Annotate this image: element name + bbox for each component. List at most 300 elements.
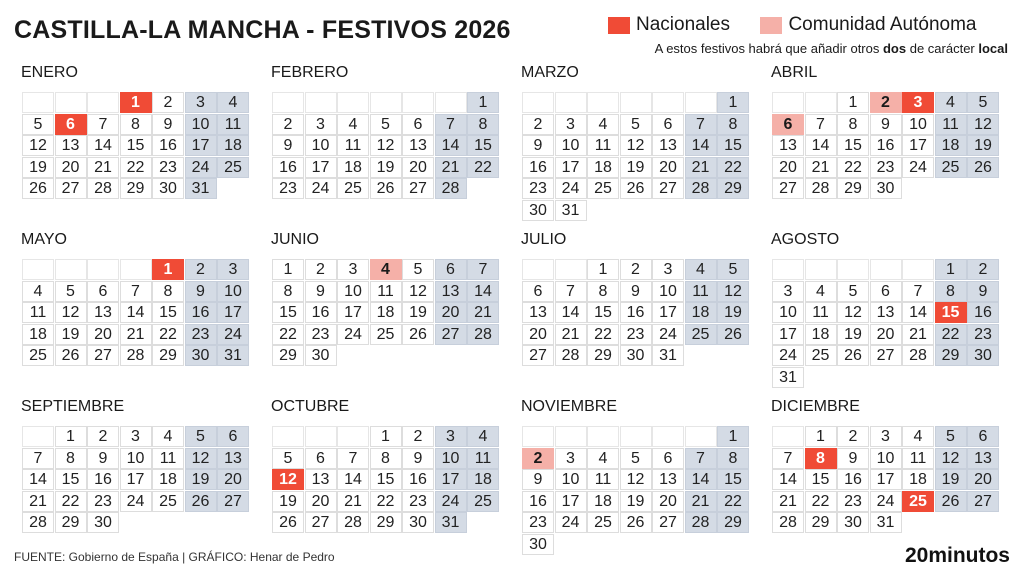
- weekend-day-cell: 17: [435, 469, 467, 490]
- day-cell: 28: [337, 512, 369, 533]
- day-cell: 4: [805, 281, 837, 302]
- day-cell: 27: [870, 345, 902, 366]
- day-cell: 20: [87, 324, 119, 345]
- weekend-day-cell: 22: [717, 491, 749, 512]
- day-cell: 15: [805, 469, 837, 490]
- day-cell: 30: [522, 534, 554, 555]
- legend-national-label: Nacionales: [636, 14, 730, 35]
- weekend-day-cell: 29: [935, 345, 967, 366]
- day-cell: 18: [337, 157, 369, 178]
- day-cell: 26: [370, 178, 402, 199]
- weekend-day-cell: 30: [967, 345, 999, 366]
- day-cell: 28: [772, 512, 804, 533]
- weekend-day-cell: 23: [967, 324, 999, 345]
- day-cell: 23: [272, 178, 304, 199]
- day-cell: 19: [837, 324, 869, 345]
- legend-national-swatch: [608, 17, 630, 34]
- day-cell: 16: [870, 135, 902, 156]
- month-name: OCTUBRE: [271, 398, 350, 415]
- day-cell: 20: [772, 157, 804, 178]
- day-cell: 24: [120, 491, 152, 512]
- blank-cell: [620, 92, 652, 113]
- day-cell: 3: [555, 448, 587, 469]
- day-cell: 10: [337, 281, 369, 302]
- day-cell: 22: [587, 324, 619, 345]
- day-cell: 13: [522, 302, 554, 323]
- day-cell: 28: [902, 345, 934, 366]
- weekend-day-cell: 3: [217, 259, 249, 280]
- day-cell: 30: [837, 512, 869, 533]
- day-cell: 22: [272, 324, 304, 345]
- day-cell: 5: [402, 259, 434, 280]
- day-cell: 31: [555, 200, 587, 221]
- day-cell: 17: [555, 157, 587, 178]
- day-cell: 29: [120, 178, 152, 199]
- day-cell: 23: [152, 157, 184, 178]
- day-cell: 14: [555, 302, 587, 323]
- day-cell: 21: [772, 491, 804, 512]
- weekend-day-cell: 14: [685, 135, 717, 156]
- weekend-day-cell: 28: [467, 324, 499, 345]
- day-cell: 2: [837, 426, 869, 447]
- day-cell: 8: [587, 281, 619, 302]
- national-holiday-cell: 1: [120, 92, 152, 113]
- day-cell: 29: [805, 512, 837, 533]
- page-title: CASTILLA-LA MANCHA - FESTIVOS 2026: [14, 16, 511, 44]
- legend-regional: [760, 14, 976, 36]
- day-cell: 5: [620, 448, 652, 469]
- blank-cell: [522, 92, 554, 113]
- day-cell: 21: [555, 324, 587, 345]
- blank-cell: [772, 92, 804, 113]
- weekend-day-cell: 10: [185, 114, 217, 135]
- blank-cell: [685, 426, 717, 447]
- blank-cell: [337, 426, 369, 447]
- weekend-day-cell: 5: [185, 426, 217, 447]
- weekend-day-cell: 21: [467, 302, 499, 323]
- weekend-day-cell: 11: [685, 281, 717, 302]
- weekend-day-cell: 27: [217, 491, 249, 512]
- day-cell: 10: [870, 448, 902, 469]
- day-cell: 17: [870, 469, 902, 490]
- day-cell: 17: [652, 302, 684, 323]
- day-cell: 16: [402, 469, 434, 490]
- weekend-day-cell: 16: [185, 302, 217, 323]
- weekend-day-cell: 14: [435, 135, 467, 156]
- weekend-day-cell: 4: [935, 92, 967, 113]
- day-cell: 2: [620, 259, 652, 280]
- day-cell: 9: [272, 135, 304, 156]
- day-cell: 20: [522, 324, 554, 345]
- day-cell: 13: [870, 302, 902, 323]
- weekend-day-cell: 13: [217, 448, 249, 469]
- weekend-day-cell: 10: [435, 448, 467, 469]
- day-cell: 10: [555, 135, 587, 156]
- day-cell: 27: [652, 178, 684, 199]
- day-cell: 27: [305, 512, 337, 533]
- day-cell: 11: [152, 448, 184, 469]
- weekend-day-cell: 8: [717, 114, 749, 135]
- day-cell: 10: [652, 281, 684, 302]
- day-cell: 25: [587, 178, 619, 199]
- day-cell: 18: [805, 324, 837, 345]
- day-cell: 17: [772, 324, 804, 345]
- day-cell: 6: [652, 448, 684, 469]
- day-cell: 11: [902, 448, 934, 469]
- weekend-day-cell: 12: [717, 281, 749, 302]
- day-cell: 16: [152, 135, 184, 156]
- day-cell: 8: [370, 448, 402, 469]
- day-cell: 14: [772, 469, 804, 490]
- day-cell: 9: [620, 281, 652, 302]
- day-cell: 5: [55, 281, 87, 302]
- weekend-day-cell: 27: [435, 324, 467, 345]
- day-cell: 29: [370, 512, 402, 533]
- weekend-day-cell: 7: [435, 114, 467, 135]
- weekend-day-cell: 8: [467, 114, 499, 135]
- weekend-day-cell: 12: [935, 448, 967, 469]
- blank-cell: [22, 259, 54, 280]
- month-name: AGOSTO: [771, 231, 840, 248]
- day-cell: 15: [272, 302, 304, 323]
- weekend-day-cell: 4: [217, 92, 249, 113]
- local-holidays-note: [655, 41, 1008, 56]
- day-cell: 22: [55, 491, 87, 512]
- day-cell: 7: [902, 281, 934, 302]
- day-cell: 17: [902, 135, 934, 156]
- weekend-day-cell: 24: [435, 491, 467, 512]
- day-cell: 1: [272, 259, 304, 280]
- day-cell: 11: [805, 302, 837, 323]
- weekend-day-cell: 19: [185, 469, 217, 490]
- day-cell: 21: [337, 491, 369, 512]
- day-cell: 30: [87, 512, 119, 533]
- day-cell: 6: [522, 281, 554, 302]
- blank-cell: [305, 92, 337, 113]
- day-cell: 18: [370, 302, 402, 323]
- blank-cell: [435, 92, 467, 113]
- day-cell: 22: [805, 491, 837, 512]
- day-cell: 13: [402, 135, 434, 156]
- day-cell: 24: [772, 345, 804, 366]
- legend: [608, 14, 1002, 36]
- weekend-day-cell: 26: [967, 157, 999, 178]
- weekend-day-cell: 27: [967, 491, 999, 512]
- day-cell: 1: [837, 92, 869, 113]
- day-cell: 30: [522, 200, 554, 221]
- national-holiday-cell: 25: [902, 491, 934, 512]
- day-cell: 12: [620, 469, 652, 490]
- day-cell: 31: [652, 345, 684, 366]
- day-cell: 18: [902, 469, 934, 490]
- day-cell: 25: [337, 178, 369, 199]
- day-cell: 4: [587, 448, 619, 469]
- weekend-day-cell: 19: [967, 135, 999, 156]
- day-cell: 14: [22, 469, 54, 490]
- day-cell: 13: [652, 135, 684, 156]
- day-cell: 25: [152, 491, 184, 512]
- weekend-day-cell: 31: [185, 178, 217, 199]
- day-cell: 27: [87, 345, 119, 366]
- day-cell: 27: [402, 178, 434, 199]
- month-name: FEBRERO: [271, 64, 349, 81]
- weekend-day-cell: 18: [217, 135, 249, 156]
- weekend-day-cell: 20: [217, 469, 249, 490]
- day-cell: 23: [402, 491, 434, 512]
- weekend-day-cell: 1: [717, 426, 749, 447]
- day-cell: 1: [370, 426, 402, 447]
- day-cell: 22: [370, 491, 402, 512]
- day-cell: 9: [522, 135, 554, 156]
- weekend-day-cell: 26: [185, 491, 217, 512]
- day-cell: 15: [55, 469, 87, 490]
- day-cell: 2: [305, 259, 337, 280]
- day-cell: 16: [522, 491, 554, 512]
- day-cell: 2: [402, 426, 434, 447]
- weekend-day-cell: 6: [967, 426, 999, 447]
- weekend-day-cell: 15: [467, 135, 499, 156]
- legend-national: [608, 14, 730, 36]
- day-cell: 4: [337, 114, 369, 135]
- day-cell: 22: [837, 157, 869, 178]
- day-cell: 26: [402, 324, 434, 345]
- day-cell: 30: [402, 512, 434, 533]
- day-cell: 21: [120, 324, 152, 345]
- blank-cell: [772, 259, 804, 280]
- day-cell: 5: [370, 114, 402, 135]
- day-cell: 12: [370, 135, 402, 156]
- day-cell: 10: [305, 135, 337, 156]
- weekend-day-cell: 26: [717, 324, 749, 345]
- day-cell: 27: [772, 178, 804, 199]
- month-name: MARZO: [521, 64, 579, 81]
- day-cell: 21: [87, 157, 119, 178]
- day-cell: 23: [620, 324, 652, 345]
- day-cell: 17: [120, 469, 152, 490]
- blank-cell: [805, 259, 837, 280]
- day-cell: 5: [22, 114, 54, 135]
- day-cell: 15: [370, 469, 402, 490]
- blank-cell: [652, 92, 684, 113]
- weekend-day-cell: 20: [435, 302, 467, 323]
- day-cell: 24: [337, 324, 369, 345]
- day-cell: 14: [87, 135, 119, 156]
- legend-regional-label: Comunidad Autónoma: [788, 14, 977, 35]
- day-cell: 12: [837, 302, 869, 323]
- day-cell: 6: [870, 281, 902, 302]
- blank-cell: [87, 259, 119, 280]
- blank-cell: [272, 92, 304, 113]
- blank-cell: [902, 259, 934, 280]
- weekend-day-cell: 22: [717, 157, 749, 178]
- day-cell: 16: [620, 302, 652, 323]
- day-cell: 20: [402, 157, 434, 178]
- day-cell: 20: [652, 157, 684, 178]
- weekend-day-cell: 19: [935, 469, 967, 490]
- blank-cell: [685, 92, 717, 113]
- blank-cell: [587, 426, 619, 447]
- day-cell: 14: [337, 469, 369, 490]
- blank-cell: [652, 426, 684, 447]
- day-cell: 20: [305, 491, 337, 512]
- weekend-day-cell: 28: [435, 178, 467, 199]
- footer-source: FUENTE: Gobierno de España | GRÁFICO: Henar de Pedro: [14, 550, 335, 564]
- day-cell: 19: [272, 491, 304, 512]
- weekend-day-cell: 18: [685, 302, 717, 323]
- day-cell: 9: [402, 448, 434, 469]
- weekend-day-cell: 9: [967, 281, 999, 302]
- day-cell: 13: [87, 302, 119, 323]
- day-cell: 12: [402, 281, 434, 302]
- day-cell: 6: [402, 114, 434, 135]
- regional-holiday-cell: 4: [370, 259, 402, 280]
- day-cell: 2: [152, 92, 184, 113]
- day-cell: 19: [402, 302, 434, 323]
- day-cell: 26: [22, 178, 54, 199]
- day-cell: 20: [652, 491, 684, 512]
- day-cell: 18: [587, 491, 619, 512]
- blank-cell: [87, 92, 119, 113]
- regional-holiday-cell: 2: [870, 92, 902, 113]
- weekend-day-cell: 17: [185, 135, 217, 156]
- weekend-day-cell: 17: [217, 302, 249, 323]
- day-cell: 4: [902, 426, 934, 447]
- blank-cell: [522, 259, 554, 280]
- day-cell: 3: [772, 281, 804, 302]
- day-cell: 15: [587, 302, 619, 323]
- note-bold-2: local: [978, 41, 1008, 56]
- blank-cell: [522, 426, 554, 447]
- day-cell: 24: [305, 178, 337, 199]
- day-cell: 3: [120, 426, 152, 447]
- day-cell: 7: [87, 114, 119, 135]
- note-text-2: de carácter: [906, 41, 979, 56]
- weekend-day-cell: 25: [685, 324, 717, 345]
- brand-logo: 20minutos: [904, 544, 1010, 567]
- weekend-day-cell: 18: [467, 469, 499, 490]
- day-cell: 5: [837, 281, 869, 302]
- weekend-day-cell: 5: [967, 92, 999, 113]
- day-cell: 7: [120, 281, 152, 302]
- weekend-day-cell: 1: [717, 92, 749, 113]
- weekend-day-cell: 25: [217, 157, 249, 178]
- blank-cell: [555, 92, 587, 113]
- day-cell: 7: [337, 448, 369, 469]
- day-cell: 27: [522, 345, 554, 366]
- day-cell: 14: [902, 302, 934, 323]
- day-cell: 3: [337, 259, 369, 280]
- month-name: DICIEMBRE: [771, 398, 860, 415]
- day-cell: 19: [22, 157, 54, 178]
- day-cell: 3: [555, 114, 587, 135]
- day-cell: 24: [555, 178, 587, 199]
- weekend-day-cell: 11: [467, 448, 499, 469]
- day-cell: 10: [120, 448, 152, 469]
- weekend-day-cell: 1: [467, 92, 499, 113]
- day-cell: 16: [837, 469, 869, 490]
- day-cell: 7: [805, 114, 837, 135]
- day-cell: 26: [620, 512, 652, 533]
- day-cell: 29: [272, 345, 304, 366]
- day-cell: 15: [120, 135, 152, 156]
- day-cell: 23: [837, 491, 869, 512]
- weekend-day-cell: 4: [685, 259, 717, 280]
- weekend-day-cell: 30: [185, 345, 217, 366]
- blank-cell: [120, 259, 152, 280]
- national-holiday-cell: 12: [272, 469, 304, 490]
- blank-cell: [22, 426, 54, 447]
- day-cell: 9: [87, 448, 119, 469]
- day-cell: 11: [337, 135, 369, 156]
- weekend-day-cell: 22: [935, 324, 967, 345]
- day-cell: 30: [305, 345, 337, 366]
- day-cell: 4: [587, 114, 619, 135]
- blank-cell: [272, 426, 304, 447]
- weekend-day-cell: 8: [717, 448, 749, 469]
- day-cell: 31: [870, 512, 902, 533]
- weekend-day-cell: 6: [217, 426, 249, 447]
- blank-cell: [555, 426, 587, 447]
- day-cell: 4: [152, 426, 184, 447]
- blank-cell: [337, 92, 369, 113]
- weekend-day-cell: 5: [935, 426, 967, 447]
- national-holiday-cell: 6: [55, 114, 87, 135]
- weekend-day-cell: 10: [217, 281, 249, 302]
- national-holiday-cell: 1: [152, 259, 184, 280]
- blank-cell: [772, 426, 804, 447]
- blank-cell: [805, 92, 837, 113]
- blank-cell: [370, 92, 402, 113]
- weekend-day-cell: 28: [685, 178, 717, 199]
- day-cell: 9: [522, 469, 554, 490]
- weekend-day-cell: 9: [185, 281, 217, 302]
- day-cell: 3: [652, 259, 684, 280]
- day-cell: 12: [22, 135, 54, 156]
- weekend-day-cell: 13: [435, 281, 467, 302]
- day-cell: 21: [805, 157, 837, 178]
- day-cell: 8: [55, 448, 87, 469]
- weekend-day-cell: 5: [717, 259, 749, 280]
- day-cell: 23: [87, 491, 119, 512]
- day-cell: 2: [522, 114, 554, 135]
- weekend-day-cell: 1: [935, 259, 967, 280]
- regional-holiday-cell: 6: [772, 114, 804, 135]
- day-cell: 1: [805, 426, 837, 447]
- day-cell: 5: [272, 448, 304, 469]
- weekend-day-cell: 4: [467, 426, 499, 447]
- blank-cell: [620, 426, 652, 447]
- blank-cell: [837, 259, 869, 280]
- weekend-day-cell: 11: [935, 114, 967, 135]
- weekend-day-cell: 26: [935, 491, 967, 512]
- month-name: SEPTIEMBRE: [21, 398, 125, 415]
- day-cell: 7: [555, 281, 587, 302]
- day-cell: 11: [587, 469, 619, 490]
- weekend-day-cell: 29: [717, 178, 749, 199]
- weekend-day-cell: 7: [467, 259, 499, 280]
- national-holiday-cell: 15: [935, 302, 967, 323]
- weekend-day-cell: 21: [435, 157, 467, 178]
- day-cell: 21: [902, 324, 934, 345]
- day-cell: 28: [120, 345, 152, 366]
- day-cell: 6: [305, 448, 337, 469]
- note-bold-1: dos: [882, 41, 907, 56]
- day-cell: 28: [805, 178, 837, 199]
- blank-cell: [55, 259, 87, 280]
- day-cell: 11: [370, 281, 402, 302]
- regional-holiday-cell: 2: [522, 448, 554, 469]
- day-cell: 27: [55, 178, 87, 199]
